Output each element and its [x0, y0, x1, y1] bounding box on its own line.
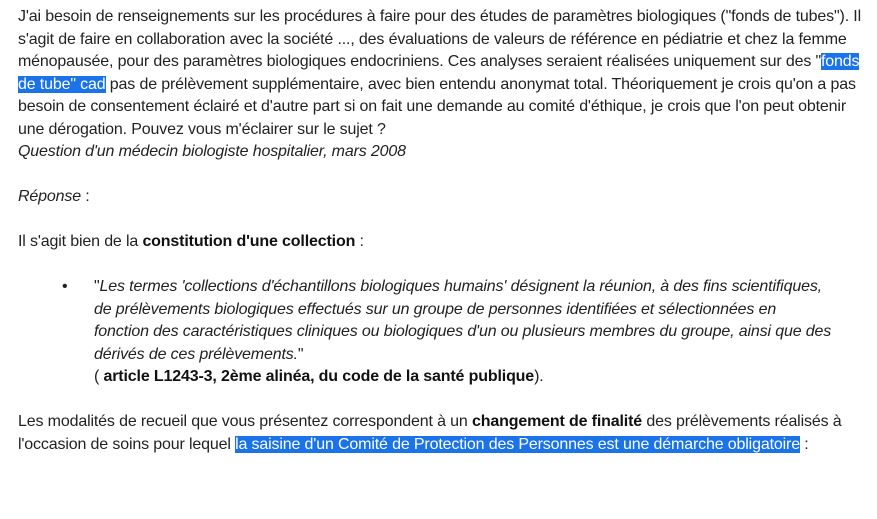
legal-quote — [94, 276, 834, 389]
modalites-text-before: Les modalités de recueil que vous présentez correspondent à un — [18, 413, 472, 430]
reference-open: ( — [94, 368, 104, 385]
quote-open-mark: " — [94, 278, 100, 295]
question-attribution: Question d'un médecin biologiste hospitalier, mars 2008 — [18, 143, 406, 160]
collection-text-before: Il s'agit bien de la — [18, 233, 143, 250]
collection-text-after: : — [355, 233, 364, 250]
question-text-end: pas de prélèvement supplémentaire, avec bien entendu anonymat total. Théoriquement je crois qu'on a pas besoin de consentement éclairé et d'autre part si on fait une demande au comité d'éthique, je crois que l'on peut obtenir une dérogation. Pouvez vous m'éclairer sur le sujet ? — [18, 75, 856, 138]
question-paragraph — [18, 6, 868, 164]
response-label: Réponse — [18, 188, 81, 205]
response-heading — [18, 186, 868, 209]
quote-text: Les termes 'collections d'échantillons biologiques humains' désignent la réunion, à des fins scientifiques, de prélèvements biologiques effectués sur un groupe de personnes identifiées et sélectionnées en fonction des caractéristiques cliniques ou biologiques d'un ou plusieurs membres du groupe, ainsi que des dérivés de ces prélèvements. — [94, 278, 832, 363]
modalites-paragraph — [18, 411, 868, 456]
legal-reference: article L1243-3, 2ème alinéa, du code de la santé publique — [103, 368, 535, 385]
collection-paragraph — [18, 231, 868, 254]
selected-text-fonds-de-tube[interactable]: fonds de tube" cad — [18, 53, 860, 93]
modalites-text-after: : — [799, 435, 809, 453]
spacer — [18, 164, 868, 187]
modalites-text-middle: des prélèvements réalisés à l'occasion de soins pour lequel — [18, 413, 842, 453]
article-body — [18, 6, 868, 456]
selected-text-cpp[interactable]: la saisine d'un Comité de Protection des Personnes est une démarche obligatoire — [235, 435, 800, 453]
quote-list — [18, 276, 868, 389]
bullet-marker: • — [62, 278, 68, 295]
collection-emphasis: constitution d'une collection — [142, 233, 356, 250]
spacer — [18, 209, 868, 232]
modalites-emphasis: changement de finalité — [471, 413, 643, 430]
response-label-colon: : — [81, 188, 90, 205]
spacer — [18, 389, 868, 412]
reference-close: ). — [534, 368, 544, 385]
list-item — [62, 276, 868, 389]
question-text-start: J'ai besoin de renseignements sur les procédures à faire pour des études de paramètres biologiques ("fonds de tubes"). Il s'agit de faire en collaboration avec la société ..., des évaluations de valeurs de référence en pédiatrie et chez la femme ménopausée, pour des paramètres biologiques endocriniens. Ces analyses seraient réalisées uniquement sur des " — [18, 8, 861, 70]
quote-close-mark: " — [297, 345, 304, 363]
